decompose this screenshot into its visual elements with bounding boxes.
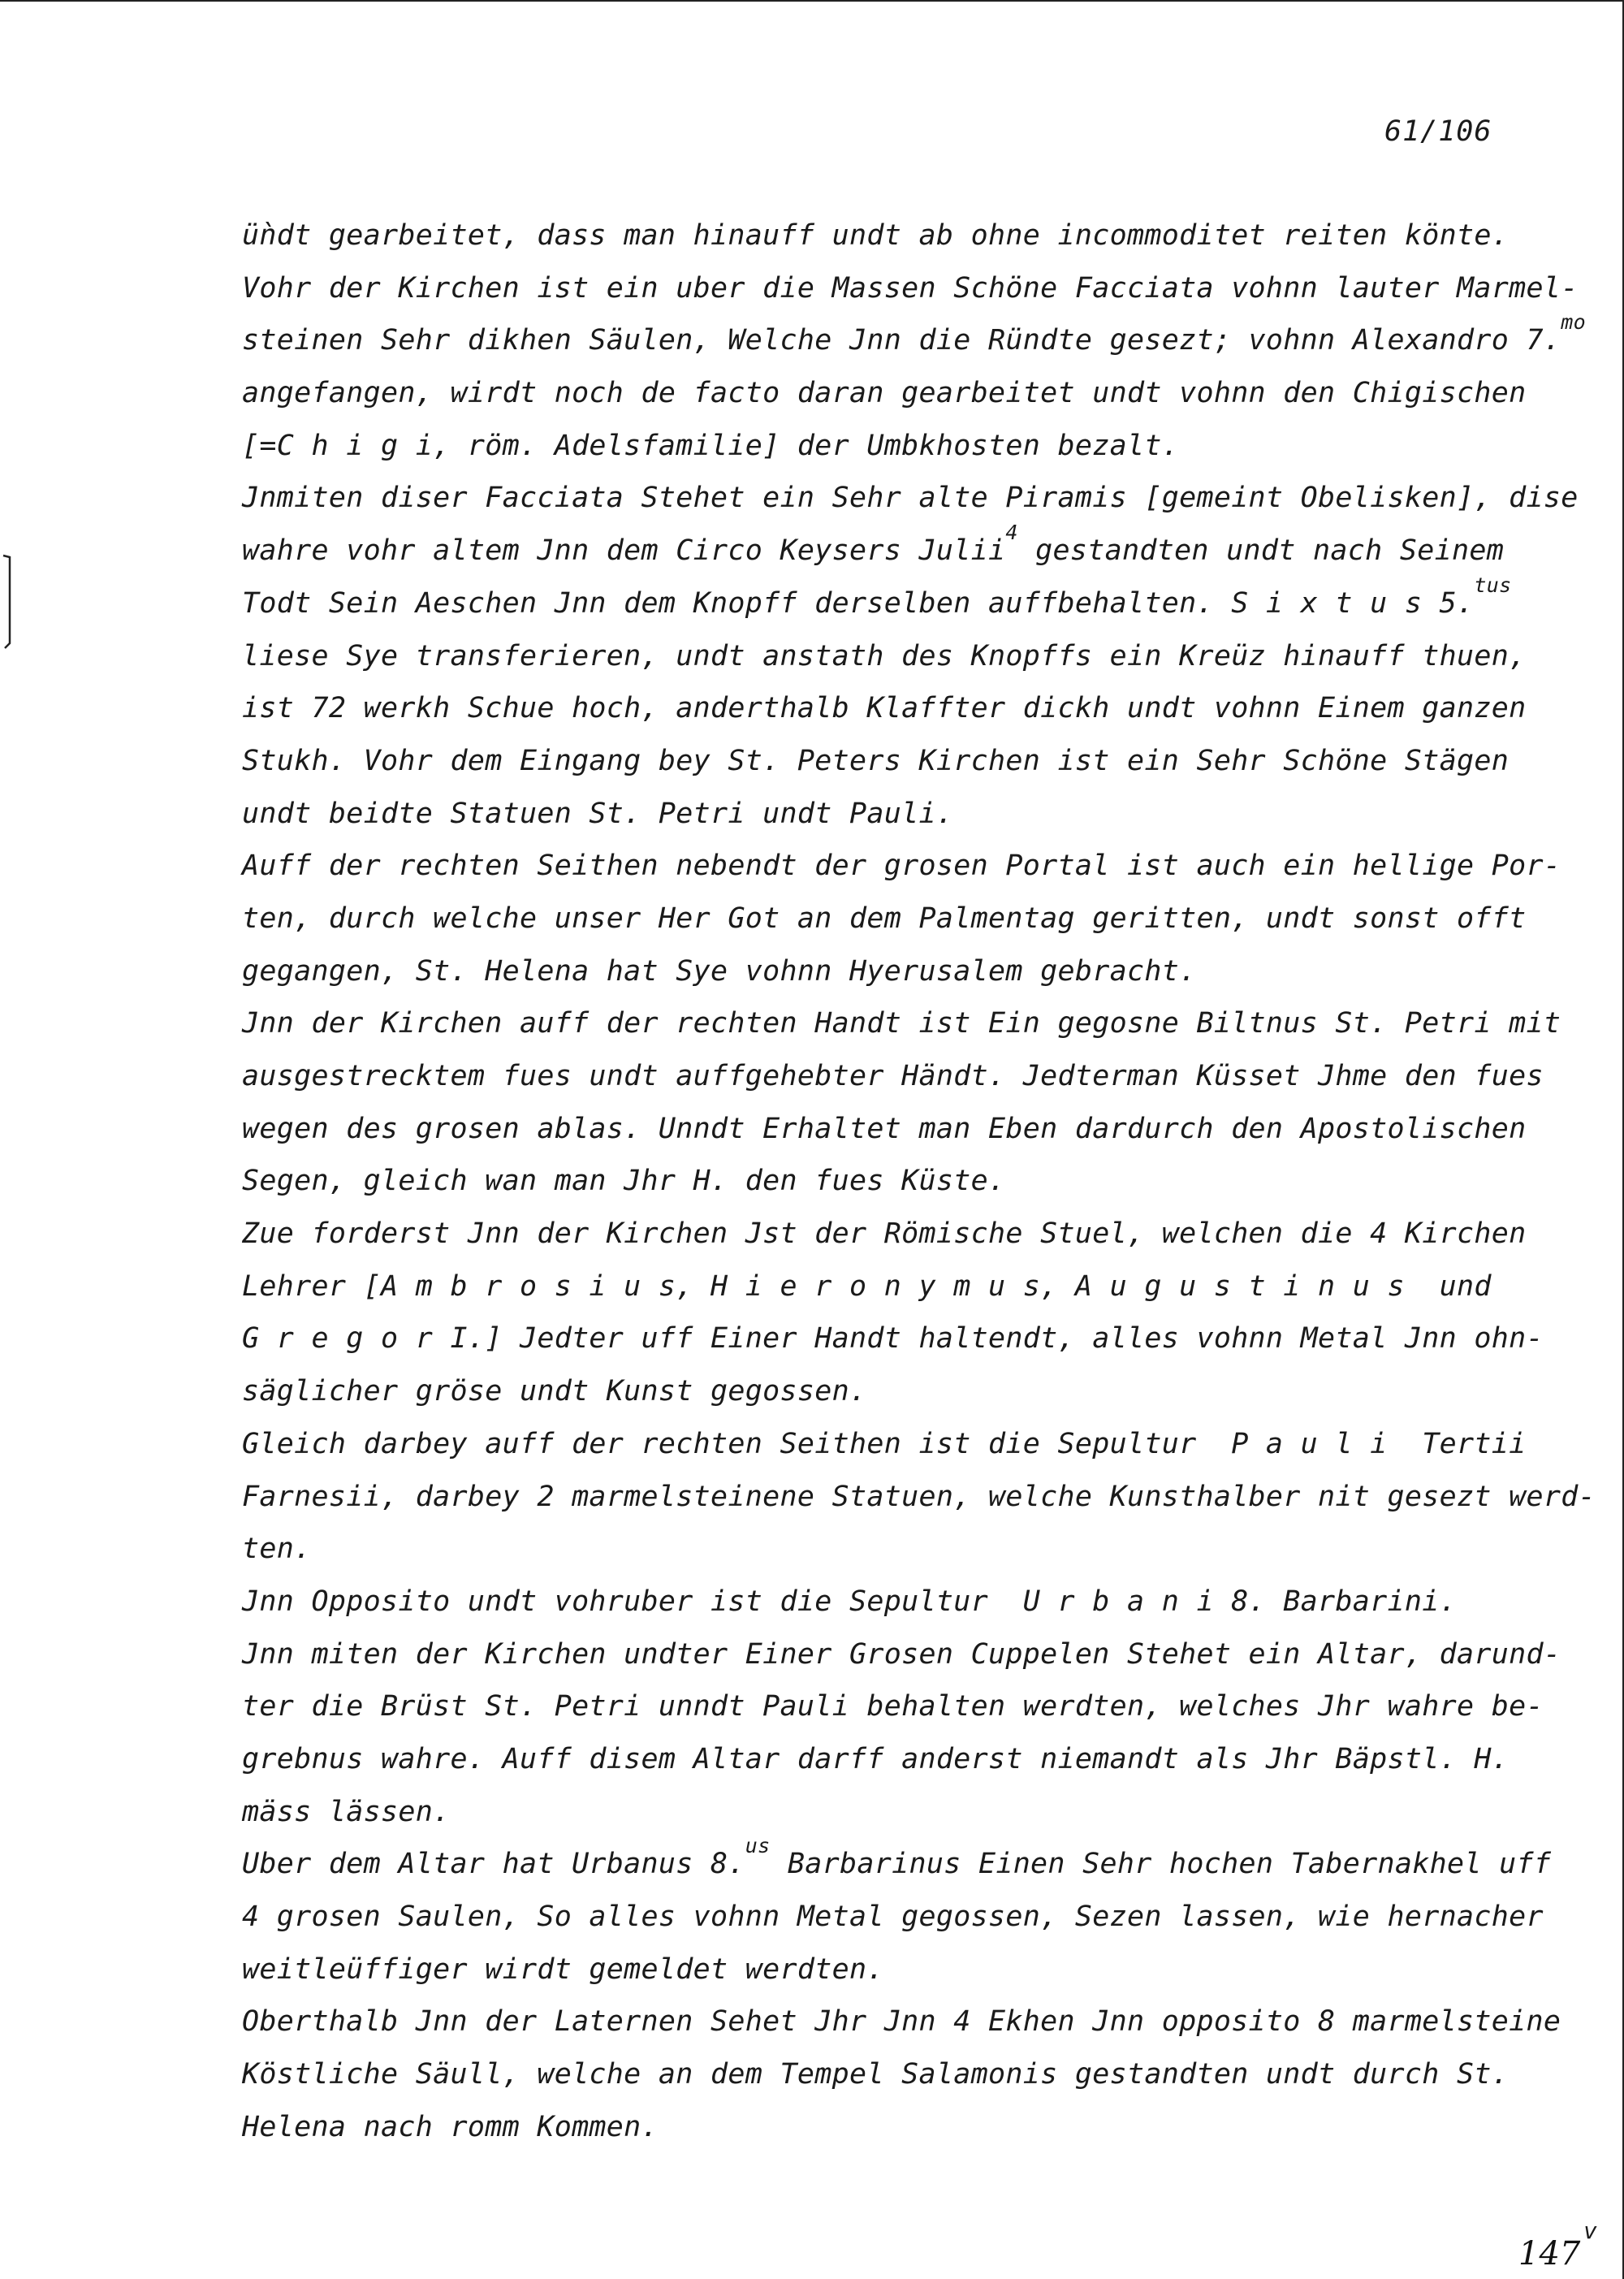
line-text: Helena nach romm Kommen. — [242, 2110, 659, 2143]
text-line — [242, 210, 1541, 262]
line-text: G r e g o r I.] Jedter uff Einer Handt haltendt, alles vohnn Metal Jnn ohn- — [242, 1322, 1544, 1356]
text-line — [242, 1680, 1544, 1733]
text-line — [242, 945, 1541, 998]
line-text: Jnn Opposito undt vohruber ist die Sepultur U r b a n i 8. Barbarini. — [242, 1585, 1458, 1618]
line-text: ausgestrecktem fues undt auffgehebter Händt. Jedterman Küsset Jhme den fues — [242, 1060, 1544, 1092]
text-line — [242, 1996, 1561, 2048]
line-text: Jnmiten diser Facciata Stehet ein Sehr alte Piramis [gemeint Obelisken], dise — [242, 482, 1579, 515]
line-text: Stukh. Vohr dem Eingang bey St. Peters Kirchen ist ein Sehr Schöne Stägen — [242, 744, 1510, 777]
line-text: angefangen, wirdt noch de facto daran gearbeitet undt vohnn den Chigischen — [242, 377, 1527, 410]
text-line — [242, 310, 1586, 367]
line-text: steinen Sehr dikhen Säulen, Welche Jnn die Ründte gesezt; vohnn Alexandro 7. — [242, 324, 1561, 357]
text-line — [242, 788, 1541, 841]
line-text: ten. — [242, 1533, 312, 1566]
text-line — [242, 1208, 1541, 1261]
text-line — [242, 1891, 1544, 1944]
line-text: ter die Brüst St. Petri unndt Pauli behalten werdten, welches Jhr wahre be- — [242, 1690, 1544, 1723]
line-text: ist 72 werkh Schue hoch, anderthalb Klaffter dickh undt vohnn Einem ganzen — [242, 692, 1527, 725]
line-text: Köstliche Säull, welche an dem Tempel Salamonis gestandten undt durch St. — [242, 2058, 1510, 2091]
text-line — [242, 1733, 1541, 1786]
line-text: Todt Sein Aeschen Jnn dem Knopff derselben auffbehalten. S i x t u s 5. — [242, 586, 1475, 620]
line-text: ten, durch welche unser Her Got an dem Palmentag geritten, undt sonst offt — [242, 902, 1527, 935]
transcription-body — [242, 210, 1596, 2153]
text-line — [242, 630, 1541, 683]
line-text: Segen, gleich wan man Jhr H. den fues Küste. — [242, 1165, 1006, 1198]
line-text: säglicher gröse undt Kunst gegossen. — [242, 1375, 867, 1408]
line-text: [=C h i g i, röm. Adelsfamilie] der Umbkhosten bezalt. — [242, 429, 1180, 462]
text-line — [242, 521, 1541, 577]
superscript: mo — [1561, 310, 1586, 335]
text-line — [242, 735, 1541, 788]
text-line — [242, 367, 1541, 420]
text-line — [242, 1471, 1596, 1524]
handwritten-folio-number: 147 — [1518, 2235, 1581, 2273]
superscript: tus — [1474, 573, 1512, 597]
text-line — [242, 682, 1541, 735]
text-line — [242, 840, 1561, 893]
text-line — [242, 2101, 1541, 2154]
text-line — [242, 1418, 1541, 1471]
line-text-continued: Barbarinus Einen Sehr hochen Tabernakhel uff — [770, 1848, 1552, 1881]
text-line — [242, 1261, 1541, 1313]
line-text: wahre vohr altem Jnn dem Circo Keysers Julii — [242, 534, 1006, 568]
text-line — [242, 997, 1561, 1050]
text-line — [242, 1523, 1541, 1576]
text-line — [242, 1786, 1541, 1839]
line-text: Uber dem Altar hat Urbanus 8. — [242, 1848, 745, 1881]
text-line — [242, 262, 1579, 315]
line-text: üǹdt gearbeitet, dass man hinauff undt ab ohne incommoditet reiten könte. — [242, 219, 1510, 252]
text-line — [242, 2048, 1541, 2101]
line-text: 4 grosen Saulen, So alles vohnn Metal gegossen, Sezen lassen, wie hernacher — [242, 1901, 1544, 1933]
line-text: grebnus wahre. Auff disem Altar darff anderst niemandt als Jhr Bäpstl. H. — [242, 1742, 1510, 1775]
superscript: 4 — [1005, 521, 1018, 545]
line-text-continued: gestandten undt nach Seinem — [1017, 534, 1505, 568]
line-text: Auff der rechten Seithen nebendt der grosen Portal ist auch ein hellige Por- — [242, 850, 1561, 883]
line-text: Oberthalb Jnn der Laternen Sehet Jhr Jnn 4 Ekhen Jnn opposito 8 marmelsteine — [242, 2005, 1561, 2039]
text-line — [242, 1628, 1561, 1681]
text-line — [242, 1050, 1544, 1103]
line-text: Jnn der Kirchen auff der rechten Handt ist Ein gegosne Biltnus St. Petri mit — [242, 1007, 1561, 1040]
text-line — [242, 1944, 1541, 1996]
line-text: undt beidte Statuen St. Petri undt Pauli. — [242, 797, 954, 830]
line-text: liese Sye transferieren, undt anstath des Knopffs ein Kreüz hinauff thuen, — [242, 639, 1527, 672]
text-line — [242, 1834, 1552, 1891]
line-text: Vohr der Kirchen ist ein uber die Massen Schöne Facciata vohnn lauter Marmel- — [242, 271, 1579, 305]
text-line — [242, 1576, 1541, 1628]
line-text: weitleüffiger wirdt gemeldet werdten. — [242, 1953, 884, 1986]
line-text: Lehrer [A m b r o s i u s, H i e r o n y m u s, A u g u s t i n u s und — [242, 1269, 1492, 1303]
line-text: Gleich darbey auff der rechten Seithen ist die Sepultur P a u l i Tertii — [242, 1427, 1527, 1460]
text-line — [242, 893, 1541, 945]
line-text: mäss lässen. — [242, 1795, 451, 1828]
margin-bracket-mark — [2, 554, 13, 651]
line-text: Zue forderst Jnn der Kirchen Jst der Römische Stuel, welchen die 4 Kirchen — [242, 1217, 1527, 1251]
text-line — [242, 573, 1541, 630]
text-line — [242, 1312, 1544, 1365]
text-line — [242, 420, 1541, 473]
line-text: Jnn miten der Kirchen undter Einer Grosen Cuppelen Stehet ein Altar, darund- — [242, 1637, 1561, 1671]
text-line — [242, 1155, 1541, 1208]
line-text: gegangen, St. Helena hat Sye vohnn Hyerusalem gebracht. — [242, 954, 1197, 988]
text-line — [242, 1103, 1541, 1156]
text-line — [242, 1365, 1541, 1418]
line-text: wegen des grosen ablas. Unndt Erhaltet man Eben dardurch den Apostolischen — [242, 1112, 1527, 1145]
page-number: 61/106 — [1384, 115, 1492, 148]
folio-check-mark: v — [1583, 2217, 1597, 2244]
superscript: us — [745, 1834, 771, 1858]
line-text: Farnesii, darbey 2 marmelsteinene Statuen, welche Kunsthalber nit gesezt werd- — [242, 1480, 1596, 1513]
text-line — [242, 472, 1579, 525]
